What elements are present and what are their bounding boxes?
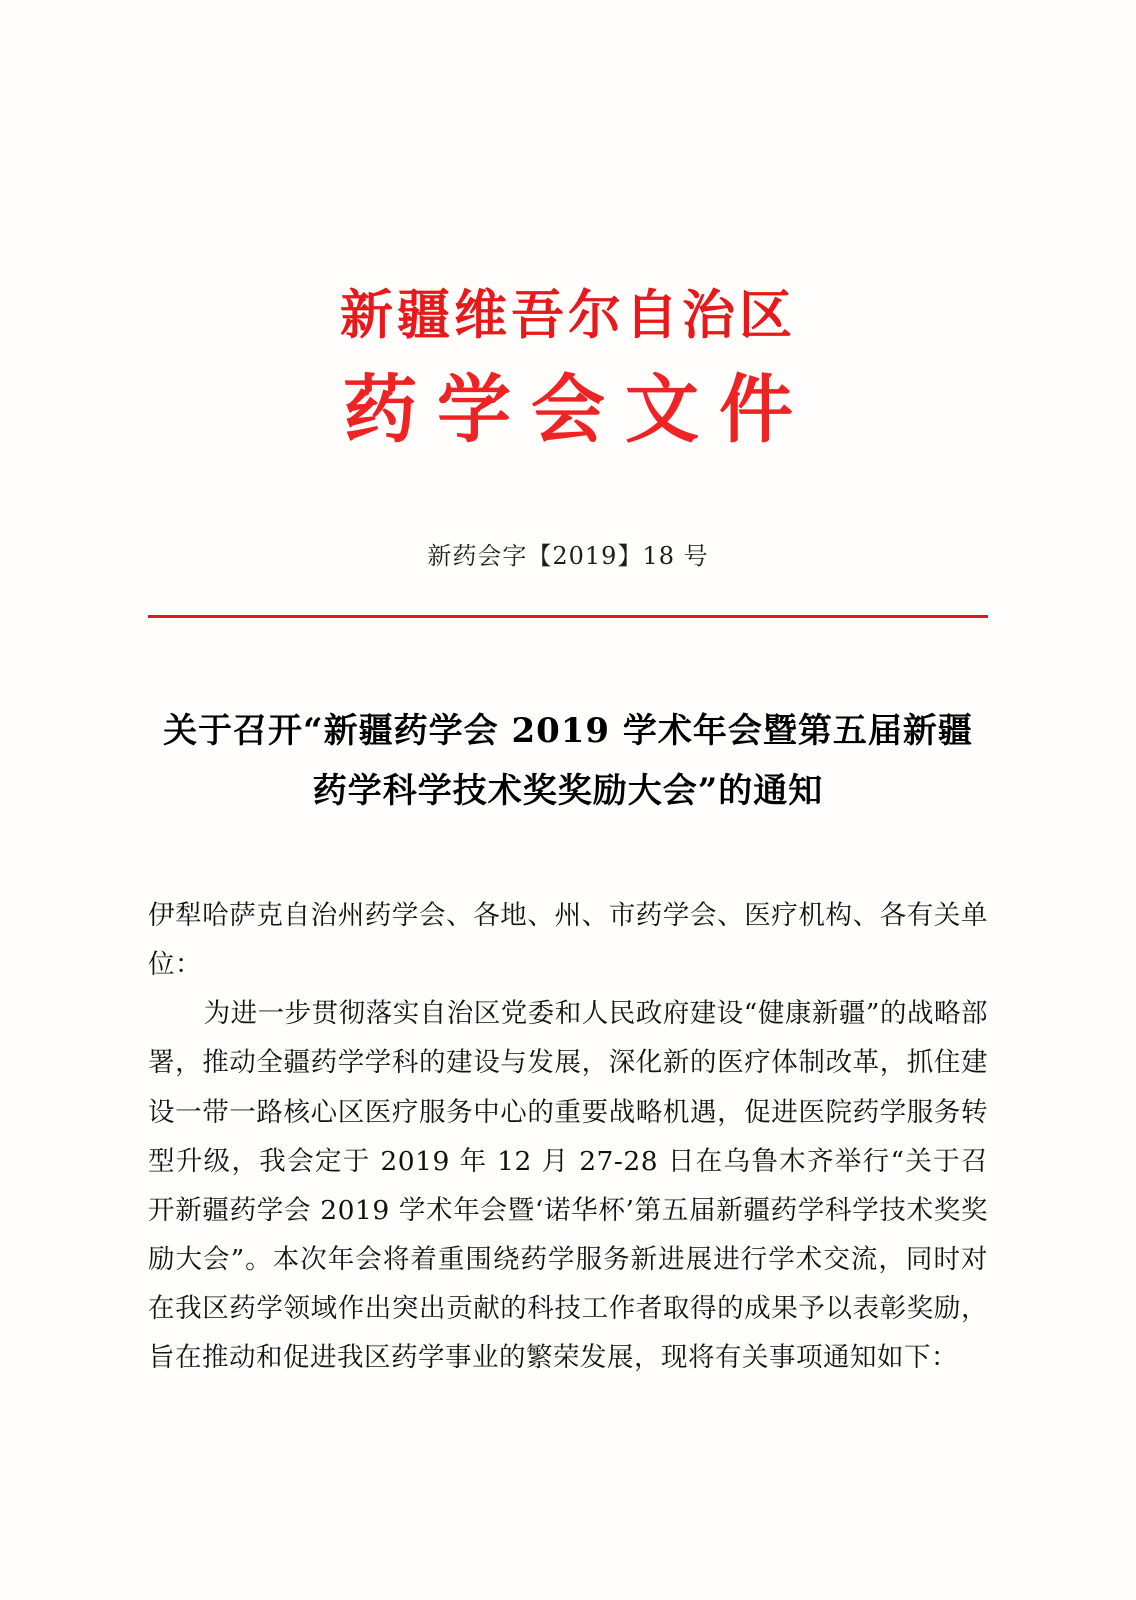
masthead-document-kind: 药学会文件	[343, 366, 813, 453]
recipients-line: 伊犁哈萨克自治州药学会、各地、州、市药学会、医疗机构、各有关单位：	[148, 900, 988, 981]
page-title: 关于召开“新疆药学会 2019 学术年会暨第五届新疆药学科学技术奖奖励大会”的通知	[163, 711, 973, 811]
document-number: 新药会字【2019】18 号	[427, 542, 709, 571]
body-paragraph-1: 为进一步贯彻落实自治区党委和人民政府建设“健康新疆”的战略部署，推动全疆药学学科的建设与发展，深化新的医疗体制改革，抓住建设一带一路核心区医疗服务中心的重要战略机遇，促进医院药学服务转型升级，我会定于 2019 年 12 月 27-28 日在乌鲁木齐举行“关于召开新疆药学会 2019 学术年会暨‘诺华杯’第五届新疆药学科学技术奖奖励大会”。本次年会将着重围绕药学服务新进展进行学术交流，同时对在我区药学领域作出突出贡献的科技工作者取得的成果予以表彰奖励，旨在推动和促进我区药学事业的繁荣发展，现将有关事项通知如下：	[148, 998, 988, 1373]
masthead	[0, 0, 1136, 454]
red-divider-rule	[148, 615, 988, 618]
masthead-org-name: 新疆维吾尔自治区	[340, 284, 796, 346]
document-body	[148, 891, 988, 1381]
